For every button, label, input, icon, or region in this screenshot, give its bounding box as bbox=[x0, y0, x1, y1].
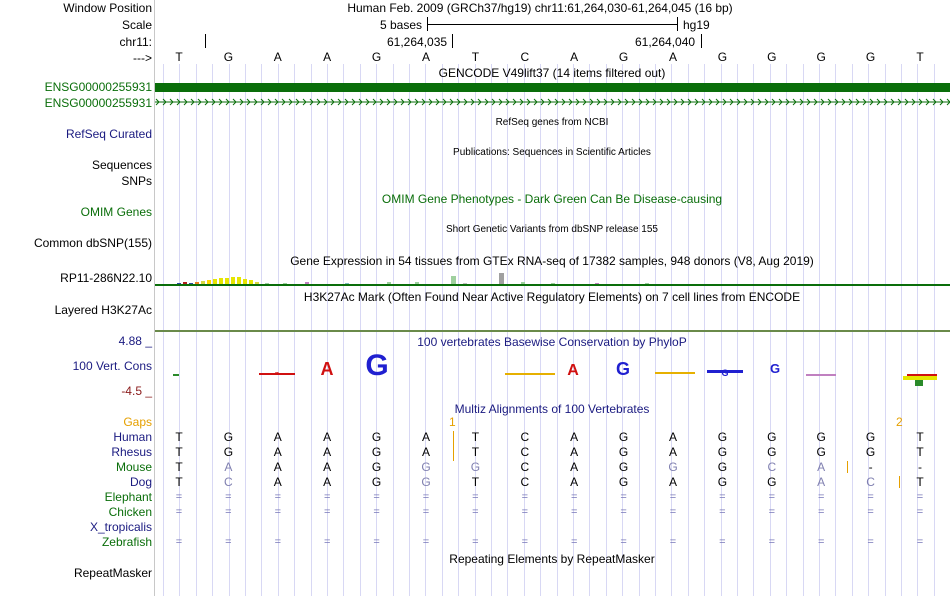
alignment-base: G bbox=[717, 445, 728, 459]
alignment-identical-mark: = bbox=[570, 491, 578, 503]
svg-text:A: A bbox=[567, 362, 579, 379]
reference-base: G bbox=[717, 50, 728, 64]
label-species-human[interactable]: Human bbox=[113, 430, 152, 444]
alignment-identical-mark: = bbox=[916, 491, 924, 503]
alignment-base: G bbox=[717, 460, 728, 474]
alignment-identical-mark: = bbox=[570, 536, 578, 548]
alignment-base: A bbox=[817, 460, 826, 474]
alignment-base: G bbox=[421, 475, 431, 489]
reference-base: G bbox=[865, 50, 876, 64]
reference-base: A bbox=[668, 50, 677, 64]
alignment-identical-mark: = bbox=[373, 506, 380, 518]
refseq-track-title: RefSeq genes from NCBI bbox=[495, 117, 609, 128]
alignment-base: A bbox=[273, 460, 282, 474]
alignment-base: A bbox=[421, 430, 430, 444]
alignment-identical-mark: = bbox=[867, 491, 874, 503]
label-species-xtropicalis[interactable]: X_tropicalis bbox=[89, 520, 152, 534]
alignment-identical-mark: = bbox=[472, 506, 479, 518]
reference-base: A bbox=[570, 50, 579, 64]
gtex-track-title: Gene Expression in 54 tissues from GTEx RNA-seq of 17382 samples, 948 donors (V8, Aug 2019) bbox=[290, 254, 814, 268]
label-dbsnp[interactable]: Common dbSNP(155) bbox=[33, 236, 152, 250]
alignment-base: C bbox=[520, 445, 530, 459]
alignment-identical-mark: = bbox=[669, 491, 677, 503]
gtex-baseline bbox=[155, 284, 950, 286]
assembly-text: hg19 bbox=[683, 18, 710, 32]
reference-base: G bbox=[223, 50, 234, 64]
alignment-identical-mark: = bbox=[472, 536, 479, 548]
gencode-intron-line[interactable] bbox=[155, 97, 950, 107]
gap-marker bbox=[453, 431, 454, 461]
reference-base: A bbox=[421, 50, 430, 64]
alignment-base: T bbox=[471, 475, 480, 489]
alignment-base: A bbox=[668, 475, 677, 489]
alignment-identical-mark: = bbox=[719, 506, 726, 518]
alignment-identical-mark: = bbox=[175, 506, 183, 518]
svg-text:G: G bbox=[365, 350, 389, 382]
alignment-base: T bbox=[916, 445, 924, 459]
alignment-identical-mark: = bbox=[422, 506, 430, 518]
alignment-base: G bbox=[717, 475, 728, 489]
alignment-identical-mark: = bbox=[373, 491, 380, 503]
alignment-base: A bbox=[273, 445, 282, 459]
alignment-identical-mark: = bbox=[472, 491, 479, 503]
alignment-base: G bbox=[816, 430, 826, 444]
reference-base: G bbox=[816, 50, 826, 64]
label-repeatmasker[interactable]: RepeatMasker bbox=[73, 566, 152, 580]
track-labels-panel bbox=[0, 0, 154, 596]
alignment-base: G bbox=[371, 475, 382, 489]
label-species-zebrafish[interactable]: Zebrafish bbox=[101, 535, 152, 549]
alignment-identical-mark: = bbox=[274, 506, 282, 518]
label-sequences[interactable]: Sequences bbox=[91, 158, 152, 172]
alignment-base: G bbox=[767, 445, 777, 459]
alignment-identical-mark: = bbox=[620, 536, 627, 548]
alignment-base: A bbox=[570, 445, 579, 459]
alignment-base: G bbox=[618, 475, 629, 489]
alignment-base: G bbox=[618, 460, 629, 474]
scale-text: 5 bases bbox=[380, 18, 423, 32]
label-scale: Scale bbox=[121, 18, 152, 32]
reference-base: T bbox=[471, 50, 480, 64]
label-omim[interactable]: OMIM Genes bbox=[80, 205, 152, 219]
alignment-base: G bbox=[865, 445, 876, 459]
alignment-base: G bbox=[767, 475, 777, 489]
label-window-position: Window Position bbox=[63, 1, 152, 15]
repeatmasker-track-title: Repeating Elements by RepeatMasker bbox=[449, 552, 655, 566]
label-phylop-max: 4.88 _ bbox=[118, 334, 152, 348]
reference-base: T bbox=[175, 50, 183, 64]
alignment-base: A bbox=[323, 430, 332, 444]
alignment-base: T bbox=[175, 445, 183, 459]
alignment-base: T bbox=[916, 475, 924, 489]
alignment-identical-mark: = bbox=[323, 506, 331, 518]
label-species-chicken[interactable]: Chicken bbox=[108, 505, 152, 519]
phylop-track-title: 100 vertebrates Basewise Conservation by PhyloP bbox=[417, 335, 687, 349]
alignment-base: T bbox=[175, 460, 183, 474]
svg-text:A: A bbox=[320, 359, 334, 379]
alignment-identical-mark: = bbox=[274, 536, 282, 548]
h3k27ac-track-title: H3K27Ac Mark (Often Found Near Active Regulatory Elements) on 7 cell lines from ENCODE bbox=[303, 290, 801, 304]
coord-label-2: 61,264,040 bbox=[635, 35, 696, 49]
publications-track-title: Publications: Sequences in Scientific Articles bbox=[453, 147, 651, 158]
label-refseq[interactable]: RefSeq Curated bbox=[65, 127, 152, 141]
label-strand: ---> bbox=[133, 51, 152, 65]
alignment-base: T bbox=[175, 430, 183, 444]
alignment-base: - bbox=[918, 460, 922, 474]
alignment-base: T bbox=[471, 430, 480, 444]
alignment-base: C bbox=[520, 475, 530, 489]
alignment-base: A bbox=[323, 475, 332, 489]
gencode-exon-block[interactable] bbox=[155, 83, 950, 92]
multiz-track-title: Multiz Alignments of 100 Vertebrates bbox=[454, 402, 650, 416]
track-display-area[interactable] bbox=[155, 0, 950, 596]
alignment-base: A bbox=[570, 475, 579, 489]
phylop-logo[interactable] bbox=[155, 350, 950, 390]
alignment-identical-mark: = bbox=[175, 491, 183, 503]
alignment-base: A bbox=[273, 475, 282, 489]
dbsnp-track-title: Short Genetic Variants from dbSNP release 155 bbox=[446, 224, 658, 235]
alignment-identical-mark: = bbox=[867, 506, 874, 518]
reference-base: G bbox=[618, 50, 629, 64]
alignment-base: C bbox=[224, 475, 233, 489]
alignment-identical-mark: = bbox=[817, 506, 825, 518]
alignment-base: G bbox=[421, 460, 431, 474]
coord-label-1: 61,264,035 bbox=[387, 35, 448, 49]
alignment-identical-mark: = bbox=[719, 536, 726, 548]
alignment-base: C bbox=[520, 460, 530, 474]
alignment-base: G bbox=[371, 460, 382, 474]
alignment-base: G bbox=[767, 430, 777, 444]
alignment-identical-mark: = bbox=[521, 491, 529, 503]
reference-base: G bbox=[371, 50, 382, 64]
label-chrom: chr11: bbox=[119, 35, 152, 49]
alignment-identical-mark: = bbox=[422, 536, 430, 548]
alignment-identical-mark: = bbox=[768, 536, 776, 548]
gap-count-2: 2 bbox=[896, 415, 903, 429]
alignment-identical-mark: = bbox=[422, 491, 430, 503]
alignment-base: T bbox=[471, 445, 480, 459]
gencode-track-title: GENCODE V49lift37 (14 items filtered out) bbox=[438, 66, 666, 80]
alignment-identical-mark: = bbox=[669, 536, 677, 548]
alignment-identical-mark: = bbox=[620, 491, 627, 503]
alignment-identical-mark: = bbox=[323, 536, 331, 548]
label-phylop-min: -4.5 _ bbox=[121, 384, 152, 398]
alignment-identical-mark: = bbox=[768, 506, 776, 518]
svg-text:G: G bbox=[769, 361, 781, 376]
alignment-identical-mark: = bbox=[225, 491, 232, 503]
alignment-base: A bbox=[323, 445, 332, 459]
gtex-bar-chart[interactable] bbox=[155, 270, 950, 285]
reference-base: A bbox=[323, 50, 332, 64]
label-gencode-2[interactable]: ENSG00000255931 bbox=[44, 96, 152, 110]
alignment-base: A bbox=[224, 460, 233, 474]
alignment-identical-mark: = bbox=[521, 506, 529, 518]
svg-text:G: G bbox=[615, 359, 631, 379]
label-species-rhesus[interactable]: Rhesus bbox=[111, 445, 152, 459]
alignment-base: G bbox=[816, 445, 826, 459]
alignment-identical-mark: = bbox=[323, 491, 331, 503]
alignment-base: A bbox=[323, 460, 332, 474]
gap-marker bbox=[899, 476, 900, 488]
reference-base: T bbox=[916, 50, 924, 64]
alignment-identical-mark: = bbox=[669, 506, 677, 518]
alignment-base: A bbox=[817, 475, 826, 489]
alignment-base: G bbox=[618, 445, 629, 459]
alignment-base: G bbox=[371, 445, 382, 459]
label-gencode-1[interactable]: ENSG00000255931 bbox=[44, 80, 152, 94]
alignment-base: T bbox=[175, 475, 183, 489]
alignment-identical-mark: = bbox=[817, 536, 825, 548]
alignment-base: T bbox=[916, 430, 924, 444]
alignment-identical-mark: = bbox=[225, 536, 232, 548]
alignment-identical-mark: = bbox=[916, 506, 924, 518]
label-species-dog[interactable]: Dog bbox=[129, 475, 152, 489]
alignment-base: G bbox=[470, 460, 481, 474]
alignment-base: - bbox=[868, 460, 873, 474]
alignment-base: G bbox=[223, 430, 234, 444]
alignment-base: A bbox=[570, 460, 579, 474]
alignment-base: G bbox=[618, 430, 629, 444]
reference-base: A bbox=[273, 50, 282, 64]
label-species-elephant[interactable]: Elephant bbox=[104, 490, 152, 504]
alignment-base: A bbox=[668, 430, 677, 444]
alignment-base: G bbox=[371, 430, 382, 444]
alignment-identical-mark: = bbox=[373, 536, 380, 548]
alignment-identical-mark: = bbox=[620, 506, 627, 518]
alignment-base: G bbox=[865, 430, 876, 444]
alignment-identical-mark: = bbox=[719, 491, 726, 503]
alignment-identical-mark: = bbox=[274, 491, 282, 503]
omim-track-title: OMIM Gene Phenotypes - Dark Green Can Be Disease-causing bbox=[381, 192, 723, 206]
gap-count-1: 1 bbox=[449, 415, 456, 429]
alignment-identical-mark: = bbox=[916, 536, 924, 548]
alignment-base: G bbox=[717, 430, 728, 444]
alignment-base: G bbox=[223, 445, 234, 459]
label-snps[interactable]: SNPs bbox=[121, 174, 152, 188]
gap-marker bbox=[847, 461, 848, 473]
alignment-base: A bbox=[668, 445, 677, 459]
label-gaps: Gaps bbox=[123, 415, 152, 429]
alignment-identical-mark: = bbox=[175, 536, 183, 548]
alignment-base: G bbox=[668, 460, 678, 474]
alignment-base: A bbox=[273, 430, 282, 444]
alignment-identical-mark: = bbox=[768, 491, 776, 503]
alignment-identical-mark: = bbox=[521, 536, 529, 548]
alignment-base: A bbox=[570, 430, 579, 444]
label-h3k27ac[interactable]: Layered H3K27Ac bbox=[54, 303, 152, 317]
alignment-identical-mark: = bbox=[817, 491, 825, 503]
alignment-identical-mark: = bbox=[867, 536, 874, 548]
reference-base: G bbox=[767, 50, 777, 64]
label-species-mouse[interactable]: Mouse bbox=[115, 460, 152, 474]
alignment-base: A bbox=[421, 445, 430, 459]
alignment-base: C bbox=[520, 430, 530, 444]
alignment-base: C bbox=[866, 475, 875, 489]
window-position-text: Human Feb. 2009 (GRCh37/hg19) chr11:61,264,030-61,264,045 (16 bp) bbox=[347, 1, 733, 15]
alignment-identical-mark: = bbox=[225, 506, 232, 518]
label-phylop[interactable]: 100 Vert. Cons bbox=[72, 359, 152, 373]
label-gtex[interactable]: RP11-286N22.10 bbox=[60, 271, 152, 285]
alignment-identical-mark: = bbox=[570, 506, 578, 518]
reference-base: C bbox=[520, 50, 530, 64]
h3k27ac-signal-line[interactable] bbox=[155, 330, 950, 332]
alignment-base: C bbox=[767, 460, 777, 474]
